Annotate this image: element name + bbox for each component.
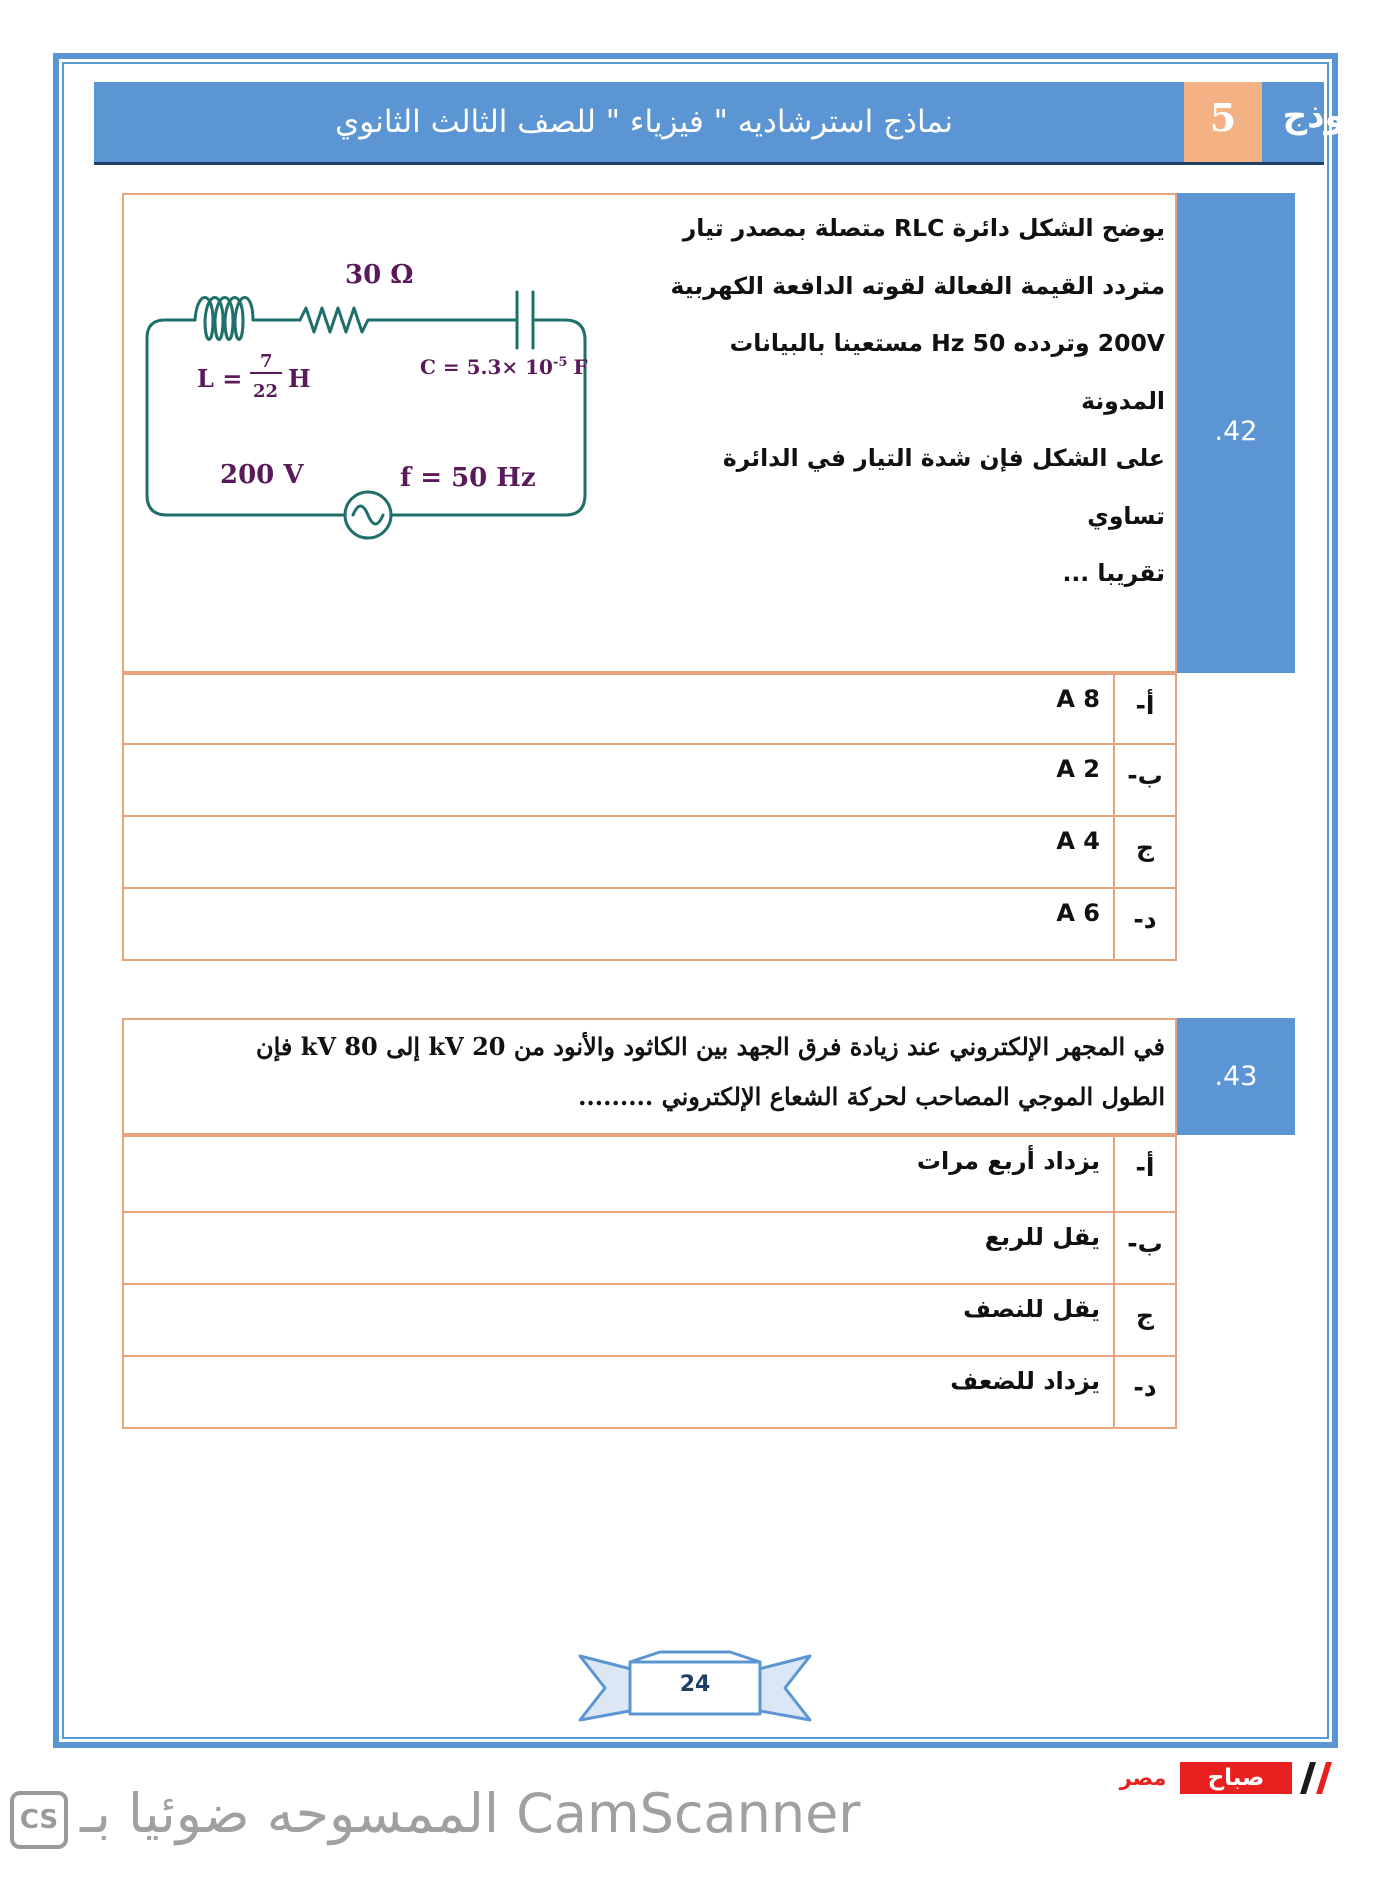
q43-option-c[interactable]: [122, 1285, 1177, 1357]
inductor-coil-icon: [195, 298, 300, 340]
brand-logo: صباح: [1180, 1762, 1292, 1794]
inductance-unit: H: [288, 364, 311, 393]
capacitance-exponent: -5: [552, 355, 568, 370]
q42-option-c[interactable]: [122, 817, 1177, 889]
option-value: يقل للربع: [984, 1223, 1100, 1251]
brand-subtitle: مصر: [1119, 1766, 1167, 1790]
option-value: 4 A: [1056, 827, 1100, 855]
page-number: 24: [679, 1672, 711, 1697]
model-number: 5: [1184, 82, 1262, 162]
camscanner-logo: CS: [10, 1791, 68, 1849]
option-letter: ج: [1113, 817, 1175, 887]
camscanner-watermark: الممسوحه ضوئيا بـ CamScanner: [80, 1782, 861, 1845]
capacitance-unit: F: [573, 355, 588, 379]
voltage-label: 200 V: [220, 460, 304, 490]
option-value: 2 A: [1056, 755, 1100, 783]
question-42-number: [1177, 193, 1295, 673]
option-value: 6 A: [1056, 899, 1100, 927]
option-letter: ج: [1113, 1285, 1175, 1355]
capacitance-label: [420, 355, 588, 379]
q42-option-d[interactable]: [122, 889, 1177, 961]
question-43-number: [1177, 1018, 1295, 1135]
q43-option-a[interactable]: [122, 1135, 1177, 1213]
option-letter: د-: [1113, 889, 1175, 959]
header-bar: [94, 82, 1382, 165]
capacitance-value: C = 5.3× 10: [420, 355, 553, 379]
resistance-label: 30 Ω: [345, 260, 414, 290]
inductance-numerator: 7: [260, 351, 273, 372]
q42-option-b[interactable]: [122, 745, 1177, 817]
question-42-text: [650, 200, 1165, 603]
question-43-number-text: .43: [1214, 1061, 1258, 1092]
inductance-denominator: 22: [253, 381, 279, 402]
page-title: نماذج استرشاديه " فيزياء " للصف الثالث الثانوي: [335, 104, 953, 140]
question-42-number-text: .42: [1214, 416, 1258, 447]
option-letter: أ-: [1113, 1137, 1175, 1211]
question-42-line: متردد القيمة الفعالة لقوته الدافعة الكهربية: [670, 271, 1165, 300]
option-letter: ب-: [1113, 1213, 1175, 1283]
model-label: نموذج: [1282, 96, 1382, 136]
question-42-line: تقريبا ...: [1062, 559, 1165, 587]
option-value: 8 A: [1056, 685, 1100, 713]
question-42-line: يوضح الشكل دائرة RLC متصلة بمصدر تيار: [682, 214, 1165, 242]
q43-option-b[interactable]: [122, 1213, 1177, 1285]
option-letter: أ-: [1113, 675, 1175, 743]
question-42-line: على الشكل فإن شدة التيار في الدائرة تساوي: [722, 444, 1165, 530]
q43-option-d[interactable]: [122, 1357, 1177, 1429]
option-value: يزداد أربع مرات: [916, 1147, 1100, 1175]
option-letter: ب-: [1113, 745, 1175, 815]
option-value: يزداد للضعف: [950, 1367, 1100, 1395]
brand-slash-icon: [1294, 1760, 1338, 1796]
option-letter: د-: [1113, 1357, 1175, 1427]
question-43-line: في المجهر الإلكتروني عند زيادة فرق الجهد بين الكاثود والأنود من 20 kV إلى 80 kV فإن: [255, 1032, 1165, 1061]
rlc-circuit-diagram: [135, 250, 655, 550]
frequency-label: f = 50 Hz: [400, 463, 536, 493]
question-42-line: 200V وتردده 50 Hz مستعينا بالبيانات المدونة: [729, 329, 1165, 415]
inductance-prefix: L =: [197, 364, 243, 393]
resistor-zigzag-icon: [300, 308, 517, 332]
option-value: يقل للنصف: [963, 1295, 1100, 1323]
question-43-line: الطول الموجي المصاحب لحركة الشعاع الإلكتروني .........: [578, 1082, 1165, 1111]
question-43-text: [140, 1022, 1165, 1122]
q42-option-a[interactable]: [122, 673, 1177, 745]
